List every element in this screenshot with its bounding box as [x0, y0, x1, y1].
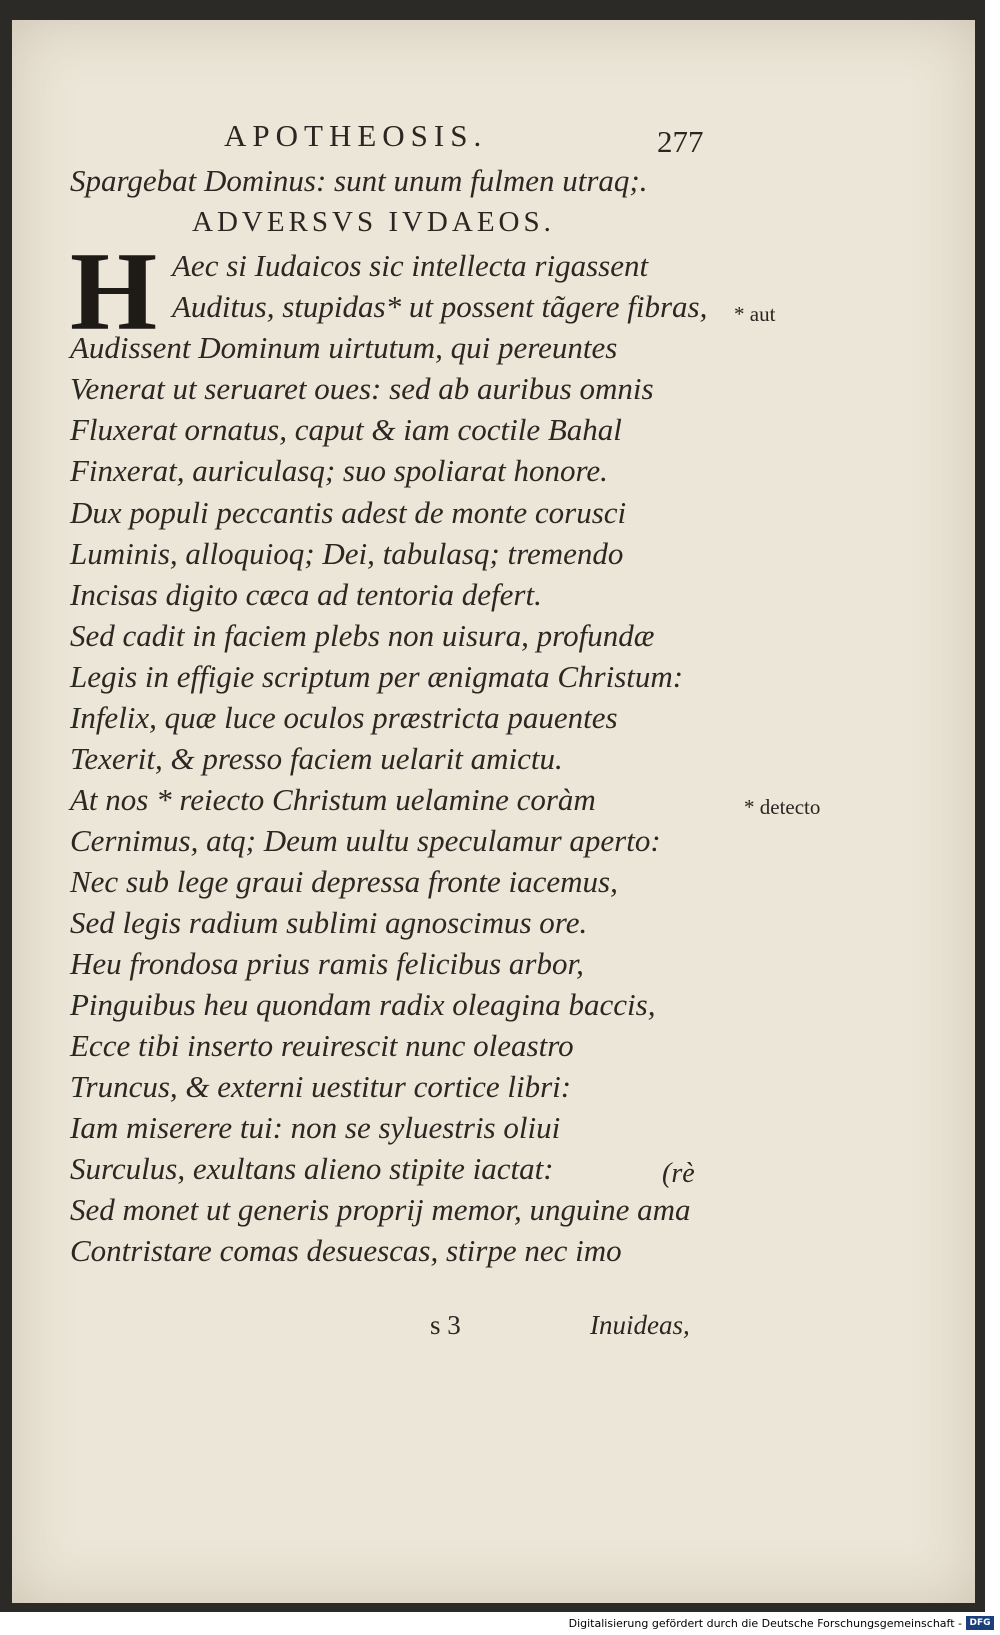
page-number: 277 — [657, 124, 704, 159]
verse-line: Legis in effigie scriptum per ænigmata Christum: — [70, 659, 684, 694]
verse-line: Truncus, & externi uestitur cortice libri: — [70, 1069, 572, 1104]
verse-line: Nec sub lege graui depressa fronte iacemus, — [70, 864, 618, 899]
verse-line: Heu frondosa prius ramis felicibus arbor, — [70, 946, 584, 981]
footer-credit: Digitalisierung gefördert durch die Deutsche Forschungsgemeinschaft - — [568, 1617, 962, 1630]
drop-capital: H — [70, 230, 158, 354]
verse-line: Sed cadit in faciem plebs non uisura, profundæ — [70, 618, 655, 653]
book-page — [12, 20, 975, 1603]
margin-note-re: (rè — [662, 1158, 695, 1189]
verse-line: Contristare comas desuescas, stirpe nec imo — [70, 1233, 622, 1268]
catchword: Inuideas, — [590, 1310, 690, 1340]
verse-line: Audissent Dominum uirtutum, qui pereuntes — [70, 330, 618, 365]
verse-line: Fluxerat ornatus, caput & iam coctile Bahal — [70, 412, 622, 447]
verse-line: Iam miserere tui: non se syluestris oliui — [70, 1110, 561, 1145]
first-line: Spargebat Dominus: sunt unum fulmen utraq;. — [70, 163, 648, 198]
verse-line: Sed monet ut generis proprij memor, unguine ama — [70, 1192, 691, 1227]
verse-line: Aec si Iudaicos sic intellecta rigassent — [172, 248, 649, 283]
margin-note-aut: * aut — [734, 302, 776, 326]
verse-line: Ecce tibi inserto reuirescit nunc oleastro — [70, 1028, 574, 1063]
dfg-logo-icon: DFG — [966, 1616, 994, 1630]
signature-mark: s 3 — [430, 1310, 461, 1340]
verse-line: Sed legis radium sublimi agnoscimus ore. — [70, 905, 588, 940]
verse-line: Venerat ut seruaret oues: sed ab auribus omnis — [70, 371, 654, 406]
verse-line: Infelix, quæ luce oculos præstricta pauentes — [70, 700, 618, 735]
verse-line: At nos * reiecto Christum uelamine coràm — [70, 782, 596, 817]
verse-line: Surculus, exultans alieno stipite iactat: — [70, 1151, 554, 1186]
verse-line: Texerit, & presso faciem uelarit amictu. — [70, 741, 563, 776]
running-head: APOTHEOSIS. — [224, 118, 488, 153]
margin-note-detecto: * detecto — [744, 795, 821, 819]
verse-line: Dux populi peccantis adest de monte corusci — [70, 495, 627, 530]
verse-line: Luminis, alloquioq; Dei, tabulasq; tremendo — [70, 536, 624, 571]
section-heading: ADVERSVS IVDAEOS. — [192, 206, 555, 238]
verse-line: Auditus, stupidas* ut possent tãgere fibras, — [172, 289, 708, 324]
verse-line: Incisas digito cæca ad tentoria defert. — [70, 577, 542, 612]
verse-line: Finxerat, auriculasq; suo spoliarat honore. — [70, 453, 608, 488]
verse-line: Cernimus, atq; Deum uultu speculamur aperto: — [70, 823, 661, 858]
verse-line: Pinguibus heu quondam radix oleagina baccis, — [70, 987, 656, 1022]
